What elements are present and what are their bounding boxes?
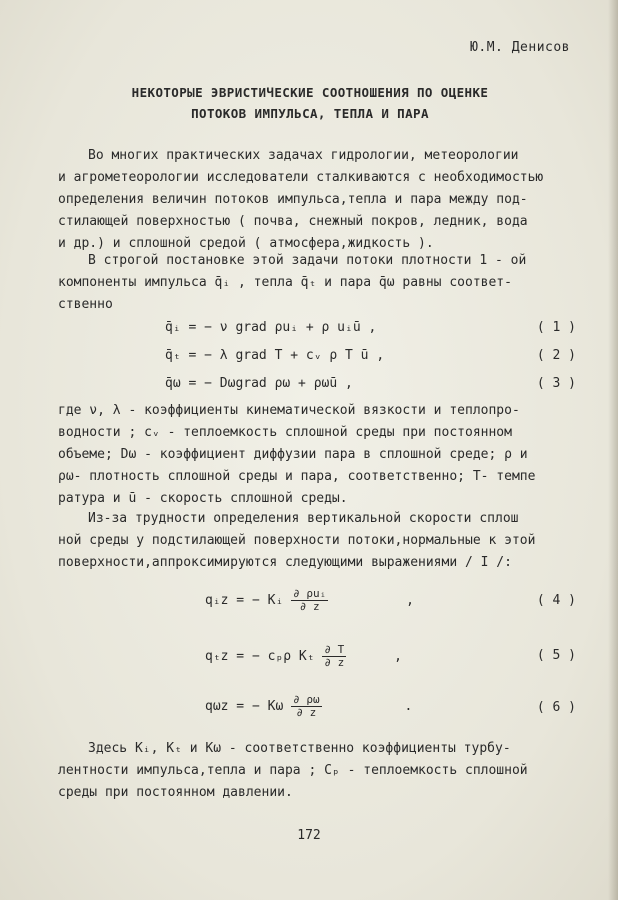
fraction-denominator: ∂ z — [299, 600, 320, 613]
equation-number: ( 4 ) — [536, 593, 576, 608]
fraction — [291, 588, 328, 613]
text-line: и др.) и сплошной средой ( атмосфера,жидкость ). — [58, 236, 434, 251]
equation-2: q̄ₜ = − λ grad T + cᵥ ρ T ū , — [165, 348, 385, 363]
text-line: и агрометеорологии исследователи сталкиваются с необходимостью — [58, 170, 544, 185]
fraction — [291, 694, 322, 719]
text-line: среды при постоянном давлении. — [58, 785, 293, 800]
page-number: 172 — [297, 828, 321, 843]
text-line: водности ; cᵥ - теплоемкость сплошной среды при постоянном — [58, 425, 512, 440]
equation-number: ( 2 ) — [536, 348, 576, 363]
equation-punctuation: , — [406, 593, 414, 608]
text-line: ратура и ū - скорость сплошной среды. — [58, 491, 348, 506]
article-title — [60, 82, 560, 124]
fraction-numerator: ∂ ρuᵢ — [293, 587, 327, 600]
equation-number: ( 1 ) — [536, 320, 576, 335]
text-line: компоненты импульса q̄ᵢ , тепла q̄ₜ и пара q̄ω равны соответ- — [58, 275, 512, 290]
paragraph-approximation — [58, 508, 578, 574]
text-line: Во многих практических задачах гидрологии, метеорологии — [88, 148, 519, 163]
fraction — [322, 644, 346, 669]
equation-lhs: qᵢz = − Kᵢ — [205, 593, 284, 608]
author-name: Ю.М. Денисов — [470, 40, 570, 55]
text-line: где ν, λ - коэффициенты кинематической вязкости и теплопро- — [58, 403, 520, 418]
text-line: стилающей поверхностью ( почва, снежный покров, ледник, вода — [58, 214, 528, 229]
paragraph-turbulence — [58, 738, 578, 804]
paragraph-intro — [58, 145, 578, 255]
equation-punctuation: . — [404, 699, 413, 714]
paragraph-formulation — [58, 250, 578, 316]
equation-5 — [205, 644, 402, 669]
equation-lhs: qωz = − Kω — [205, 699, 284, 714]
equation-number: ( 3 ) — [536, 376, 576, 391]
text-line: В строгой постановке этой задачи потоки плотности 1 - ой — [88, 253, 527, 268]
fraction-denominator: ∂ z — [296, 706, 317, 719]
text-line: ственно — [58, 297, 113, 312]
text-line: Здесь Kᵢ, Kₜ и Kω - соответственно коэффициенты турбу- — [88, 741, 511, 756]
equation-1: q̄ᵢ = − ν grad ρuᵢ + ρ uᵢū , — [165, 320, 377, 335]
equation-6 — [205, 694, 412, 719]
text-line: определения величин потоков импульса,тепла и пара между под- — [58, 192, 528, 207]
equation-number: ( 6 ) — [536, 700, 576, 715]
text-line: поверхности,аппроксимируются следующими выражениями / I /: — [58, 555, 512, 570]
equation-4 — [205, 588, 414, 613]
page-edge-shadow — [608, 0, 618, 900]
fraction-denominator: ∂ z — [324, 656, 345, 669]
title-line: НЕКОТОРЫЕ ЭВРИСТИЧЕСКИЕ СООТНОШЕНИЯ ПО ОЦЕНКЕ — [131, 85, 489, 100]
fraction-numerator: ∂ ρω — [293, 693, 320, 706]
equation-3: q̄ω = − Dωgrad ρω + ρωū , — [165, 376, 353, 391]
equation-punctuation: , — [394, 649, 402, 664]
text-line: объеме; Dω - коэффициент диффузии пара в сплошной среде; ρ и — [58, 447, 528, 462]
text-line: ρω- плотность сплошной среды и пара, соответственно; T- темпе — [58, 469, 536, 484]
text-line: Из-за трудности определения вертикальной скорости сплош — [88, 511, 519, 526]
paragraph-definitions — [58, 400, 578, 510]
text-line: лентности импульса,тепла и пара ; Cₚ - теплоемкость сплошной — [58, 763, 528, 778]
fraction-numerator: ∂ T — [324, 643, 345, 656]
text-line: ной среды у подстилающей поверхности потоки,нормальные к этой — [58, 533, 536, 548]
equation-lhs: qₜz = − cₚρ Kₜ — [205, 649, 315, 664]
equation-number: ( 5 ) — [536, 648, 576, 663]
title-line: ПОТОКОВ ИМПУЛЬСА, ТЕПЛА И ПАРА — [191, 106, 429, 121]
